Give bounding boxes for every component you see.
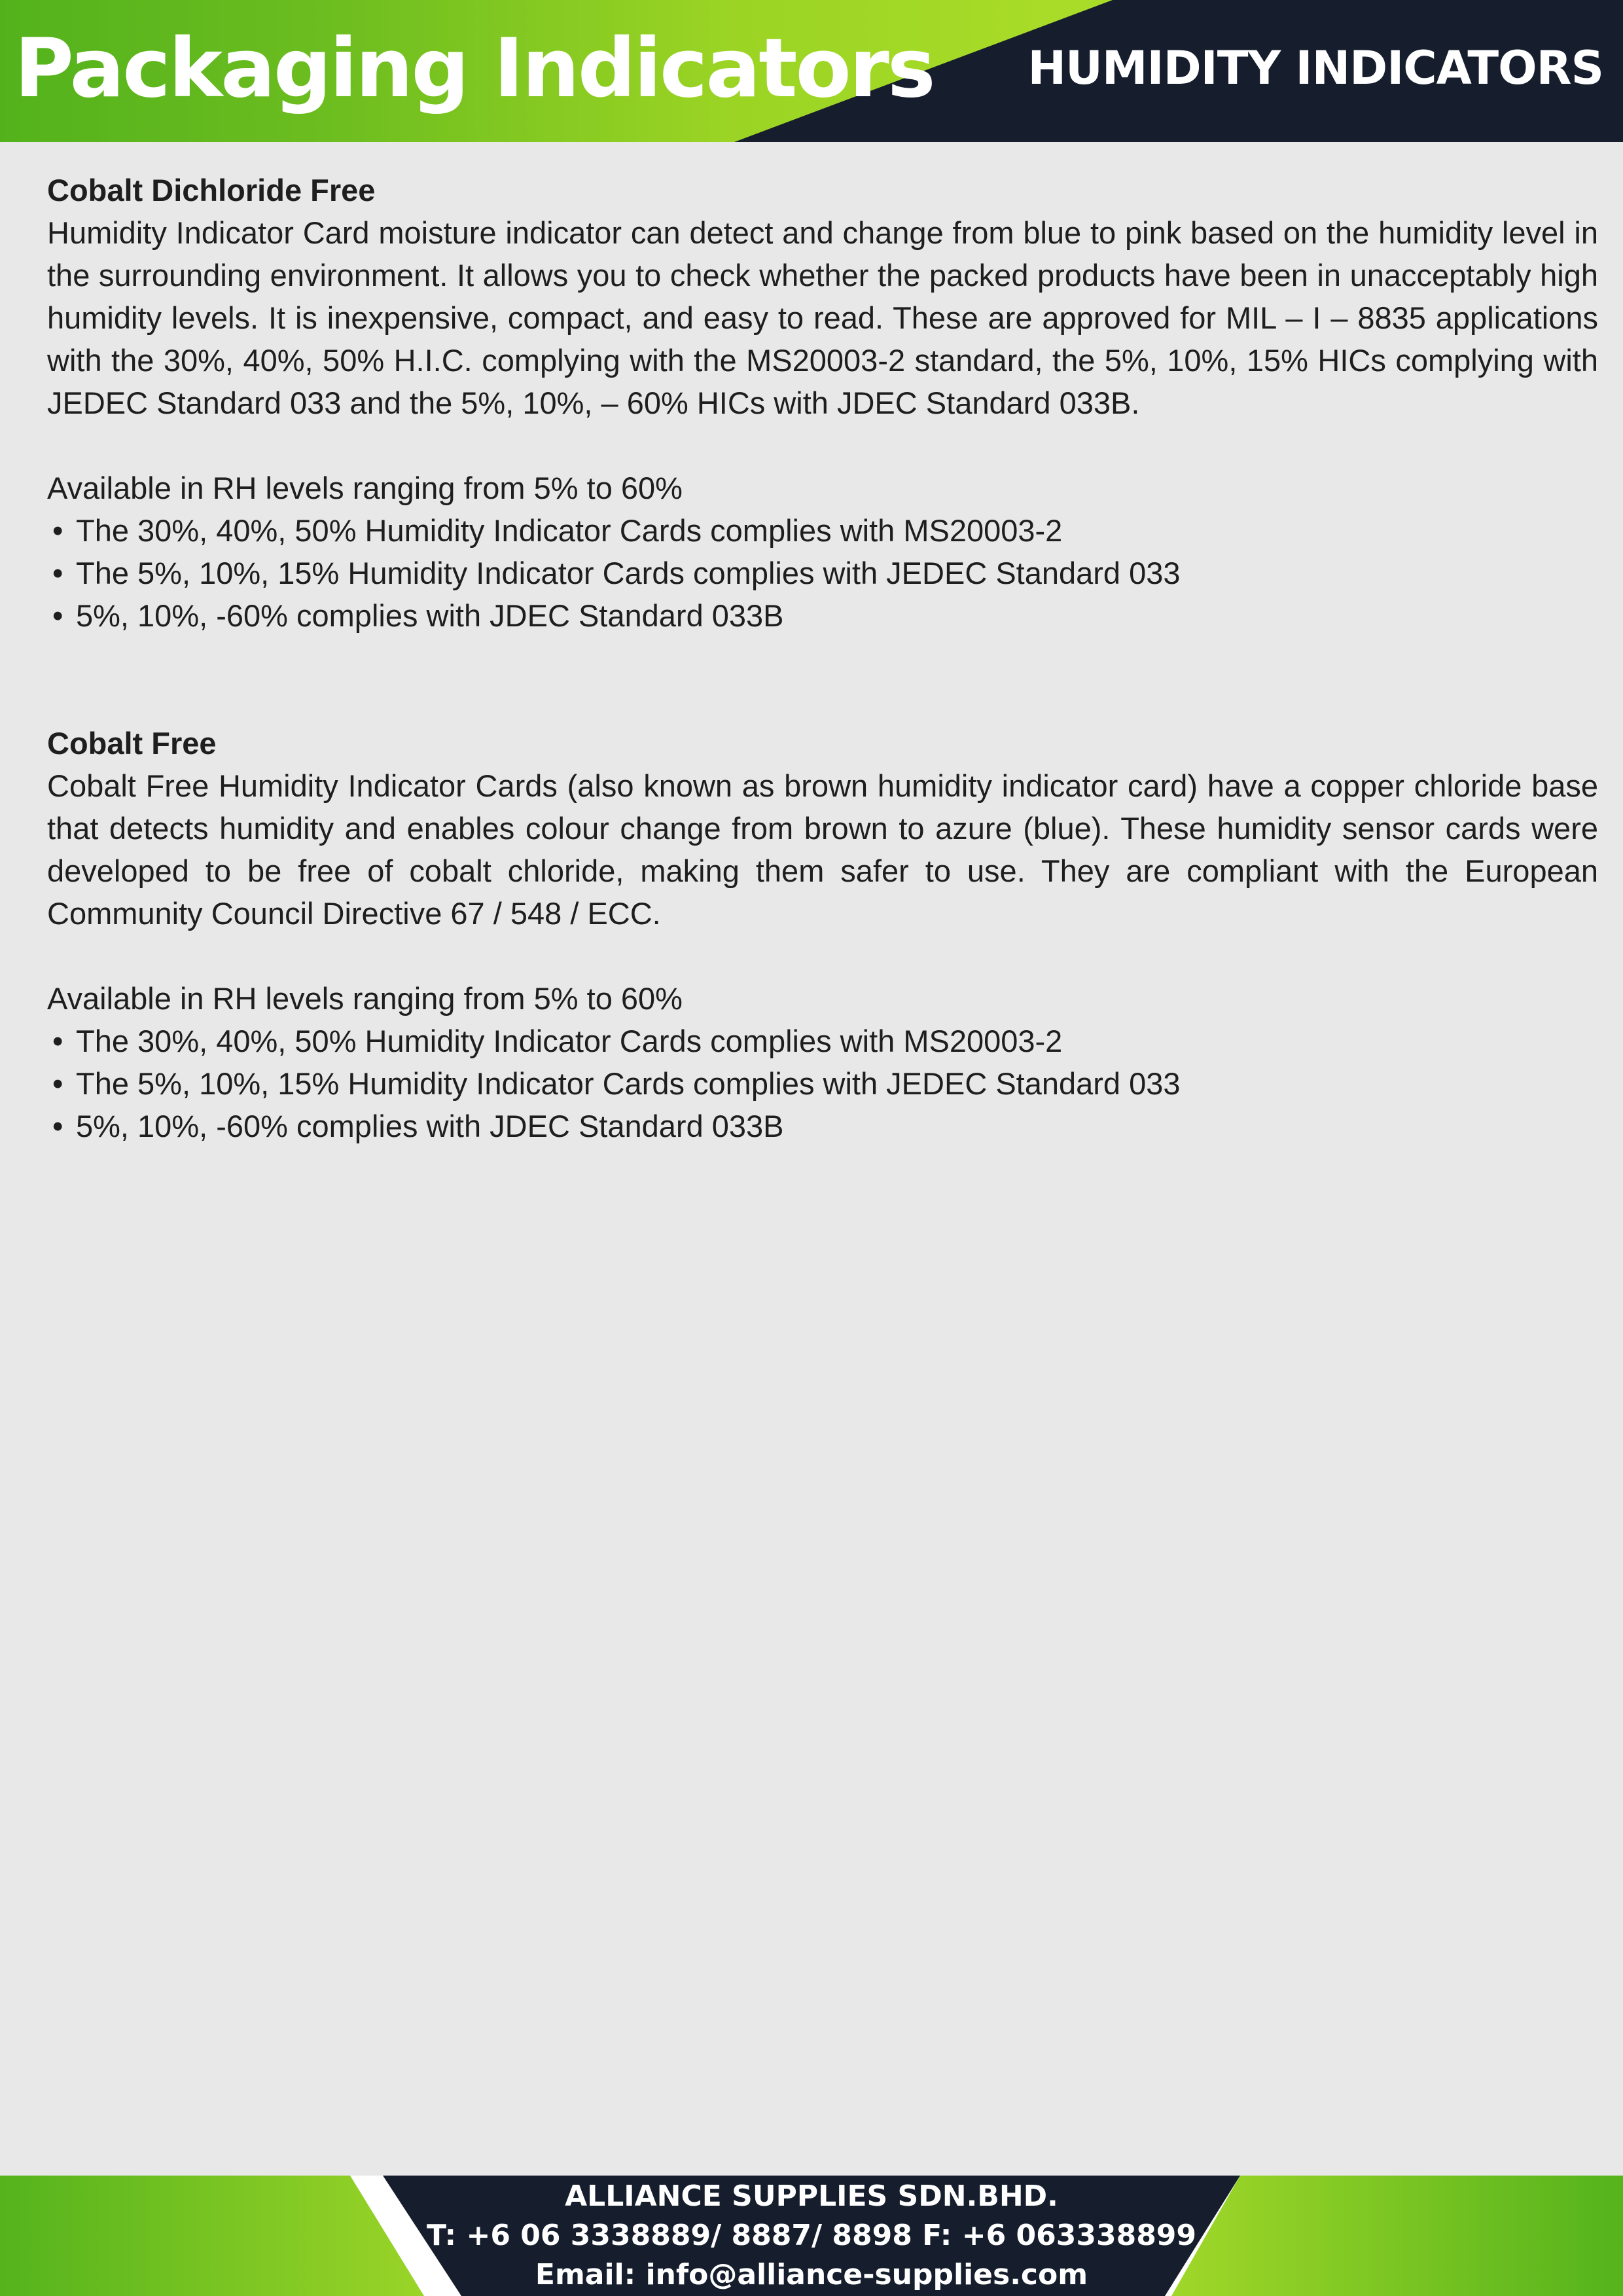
bullet-icon: •	[52, 513, 63, 548]
contact-block	[0, 2176, 1623, 2296]
section-paragraph: Cobalt Free Humidity Indicator Cards (also known as brown humidity indicator card) have a copper chloride base that detects humidity and enables colour change from brown to azure (blue). These humidity sensor cards were developed to be free of cobalt chloride, making them safer to use. They are compliant with the European Community Council Directive 67 / 548 / ECC.	[47, 768, 1598, 931]
list-item	[47, 594, 1598, 637]
section-heading: Cobalt Free	[47, 726, 217, 761]
page-title: Packaging Indicators	[14, 22, 934, 116]
compliance-list	[47, 1020, 1598, 1147]
bullet-icon: •	[52, 1066, 63, 1101]
page-footer	[0, 2176, 1623, 2296]
list-item	[47, 509, 1598, 552]
list-item-text: 5%, 10%, -60% complies with JDEC Standard 033B	[76, 1109, 784, 1143]
section-heading: Cobalt Dichloride Free	[47, 173, 376, 207]
section-cobalt-dichloride-free	[47, 169, 1598, 637]
availability-line: Available in RH levels ranging from 5% to 60%	[47, 471, 683, 505]
list-item-text: The 5%, 10%, 15% Humidity Indicator Cards complies with JEDEC Standard 033	[76, 1066, 1181, 1101]
availability-line: Available in RH levels ranging from 5% to 60%	[47, 981, 683, 1016]
page-header	[0, 0, 1623, 142]
list-item	[47, 1062, 1598, 1105]
bullet-icon: •	[52, 1109, 63, 1143]
company-name: ALLIANCE SUPPLIES SDN.BHD.	[565, 2179, 1058, 2213]
section-cobalt-free	[47, 722, 1598, 1147]
list-item	[47, 552, 1598, 594]
list-item	[47, 1020, 1598, 1062]
bullet-icon: •	[52, 598, 63, 633]
email-line: Email: info@alliance-supplies.com	[535, 2258, 1088, 2291]
phone-fax-line: T: +6 06 3338889/ 8887/ 8898 F: +6 063338899	[426, 2219, 1197, 2252]
compliance-list	[47, 509, 1598, 637]
category-title: HUMIDITY INDICATORS	[1027, 41, 1603, 95]
list-item-text: The 30%, 40%, 50% Humidity Indicator Cards complies with MS20003-2	[76, 1024, 1063, 1058]
list-item-text: The 30%, 40%, 50% Humidity Indicator Cards complies with MS20003-2	[76, 513, 1063, 548]
bullet-icon: •	[52, 1024, 63, 1058]
bullet-icon: •	[52, 556, 63, 590]
list-item	[47, 1105, 1598, 1147]
section-spacer	[47, 637, 1598, 722]
list-item-text: 5%, 10%, -60% complies with JDEC Standard 033B	[76, 598, 784, 633]
list-item-text: The 5%, 10%, 15% Humidity Indicator Cards complies with JEDEC Standard 033	[76, 556, 1181, 590]
document-body	[47, 169, 1598, 1147]
section-paragraph: Humidity Indicator Card moisture indicator can detect and change from blue to pink based on the humidity level in the surrounding environment. It allows you to check whether the packed products have been in unacceptably high humidity levels. It is inexpensive, compact, and easy to read. These are approved for MIL – I – 8835 applications with the 30%, 40%, 50% H.I.C. complying with the MS20003-2 standard, the 5%, 10%, 15% HICs complying with JEDEC Standard 033 and the 5%, 10%, – 60% HICs with JDEC Standard 033B.	[47, 215, 1598, 420]
